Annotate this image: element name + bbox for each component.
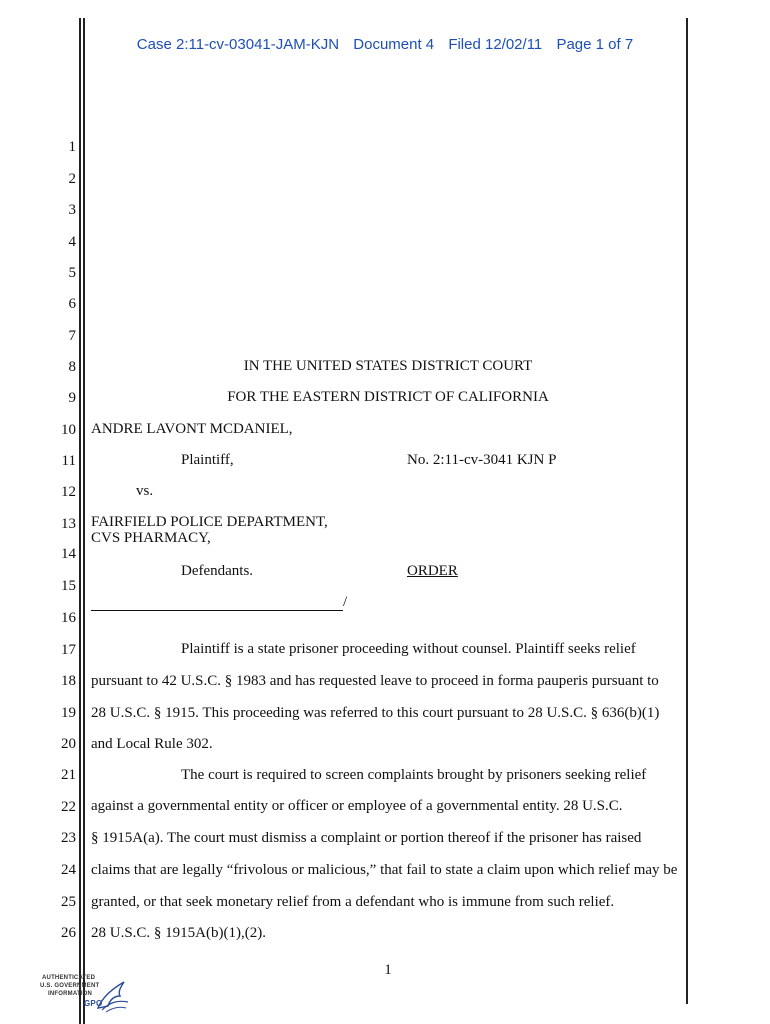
line-number: 21 — [61, 767, 76, 783]
line-number: 11 — [61, 453, 76, 469]
line-number: 16 — [61, 610, 76, 626]
caption-slash: / — [343, 594, 348, 610]
line-number: 23 — [61, 830, 76, 846]
plaintiff-name: ANDRE LAVONT MCDANIEL, — [91, 421, 293, 437]
plaintiff-role: Plaintiff, — [181, 452, 234, 468]
line-number: 10 — [61, 422, 76, 438]
line-number: 24 — [61, 862, 76, 878]
paragraph-2-line-1: The court is required to screen complaints brought by prisoners seeking relief — [181, 767, 647, 783]
line-number: 5 — [68, 265, 76, 281]
seal-text-information: INFORMATION — [48, 991, 93, 997]
right-margin-rule — [686, 18, 688, 1004]
line-number: 20 — [61, 736, 76, 752]
header-filed-date: Filed 12/02/11 — [448, 36, 543, 53]
line-number: 1 — [68, 139, 76, 155]
case-number: No. 2:11-cv-3041 KJN P — [407, 452, 557, 468]
line-number: 22 — [61, 799, 76, 815]
defendant-role: Defendants. — [181, 563, 254, 579]
caption-signature-line — [91, 610, 343, 611]
header-case-number: Case 2:11-cv-03041-JAM-KJN — [136, 36, 340, 53]
left-margin-rule — [79, 18, 81, 1024]
defendant-pharmacy: CVS PHARMACY, — [91, 530, 211, 546]
page-number: 1 — [384, 962, 392, 978]
court-district: FOR THE EASTERN DISTRICT OF CALIFORNIA — [227, 389, 549, 405]
line-number: 2 — [68, 171, 76, 187]
line-number: 14 — [61, 546, 76, 562]
paragraph-2-line-3: § 1915A(a). The court must dismiss a complaint or portion thereof if the prisoner has raised — [91, 830, 642, 846]
line-number: 4 — [68, 234, 76, 250]
header-page-count: Page 1 of 7 — [556, 36, 634, 53]
line-number: 3 — [68, 202, 76, 218]
paragraph-2-line-6: 28 U.S.C. § 1915A(b)(1),(2). — [91, 925, 266, 941]
line-number: 7 — [68, 328, 76, 344]
order-title: ORDER — [407, 563, 458, 579]
line-number: 8 — [68, 359, 76, 375]
seal-text-authenticated: AUTHENTICATED — [42, 975, 96, 981]
defendant-police: FAIRFIELD POLICE DEPARTMENT, — [91, 514, 328, 530]
paragraph-2-line-4: claims that are legally “frivolous or malicious,” that fail to state a claim upon which relief may be — [91, 862, 678, 878]
paragraph-1-line-3: 28 U.S.C. § 1915. This proceeding was referred to this court pursuant to 28 U.S.C. § 636(b)(1) — [91, 705, 660, 721]
seal-text-government: U.S. GOVERNMENT — [40, 983, 100, 989]
versus-label: vs. — [136, 483, 154, 499]
line-number: 12 — [61, 484, 76, 500]
line-number: 9 — [68, 390, 76, 406]
header-document-number: Document 4 — [353, 36, 435, 53]
line-number: 18 — [61, 673, 76, 689]
line-number: 17 — [61, 642, 76, 658]
document-header — [0, 36, 770, 53]
line-number: 6 — [68, 296, 76, 312]
line-number: 13 — [61, 516, 76, 532]
seal-text-gpo: GPO — [84, 999, 103, 1008]
paragraph-2-line-2: against a governmental entity or officer or employee of a governmental entity. 28 U.S.C. — [91, 798, 623, 814]
paragraph-1-line-2: pursuant to 42 U.S.C. § 1983 and has requested leave to proceed in forma pauperis pursuant to — [91, 673, 659, 689]
line-number: 15 — [61, 578, 76, 594]
gpo-authentication-seal — [40, 972, 132, 1016]
court-name: IN THE UNITED STATES DISTRICT COURT — [243, 358, 533, 374]
paragraph-1-line-4: and Local Rule 302. — [91, 736, 213, 752]
left-margin-rule-inner — [83, 18, 85, 1024]
paragraph-2-line-5: granted, or that seek monetary relief from a defendant who is immune from such relief. — [91, 894, 615, 910]
paragraph-1-line-1: Plaintiff is a state prisoner proceeding without counsel. Plaintiff seeks relief — [181, 641, 636, 657]
line-number: 25 — [61, 894, 76, 910]
line-number: 26 — [61, 925, 76, 941]
line-number: 19 — [61, 705, 76, 721]
